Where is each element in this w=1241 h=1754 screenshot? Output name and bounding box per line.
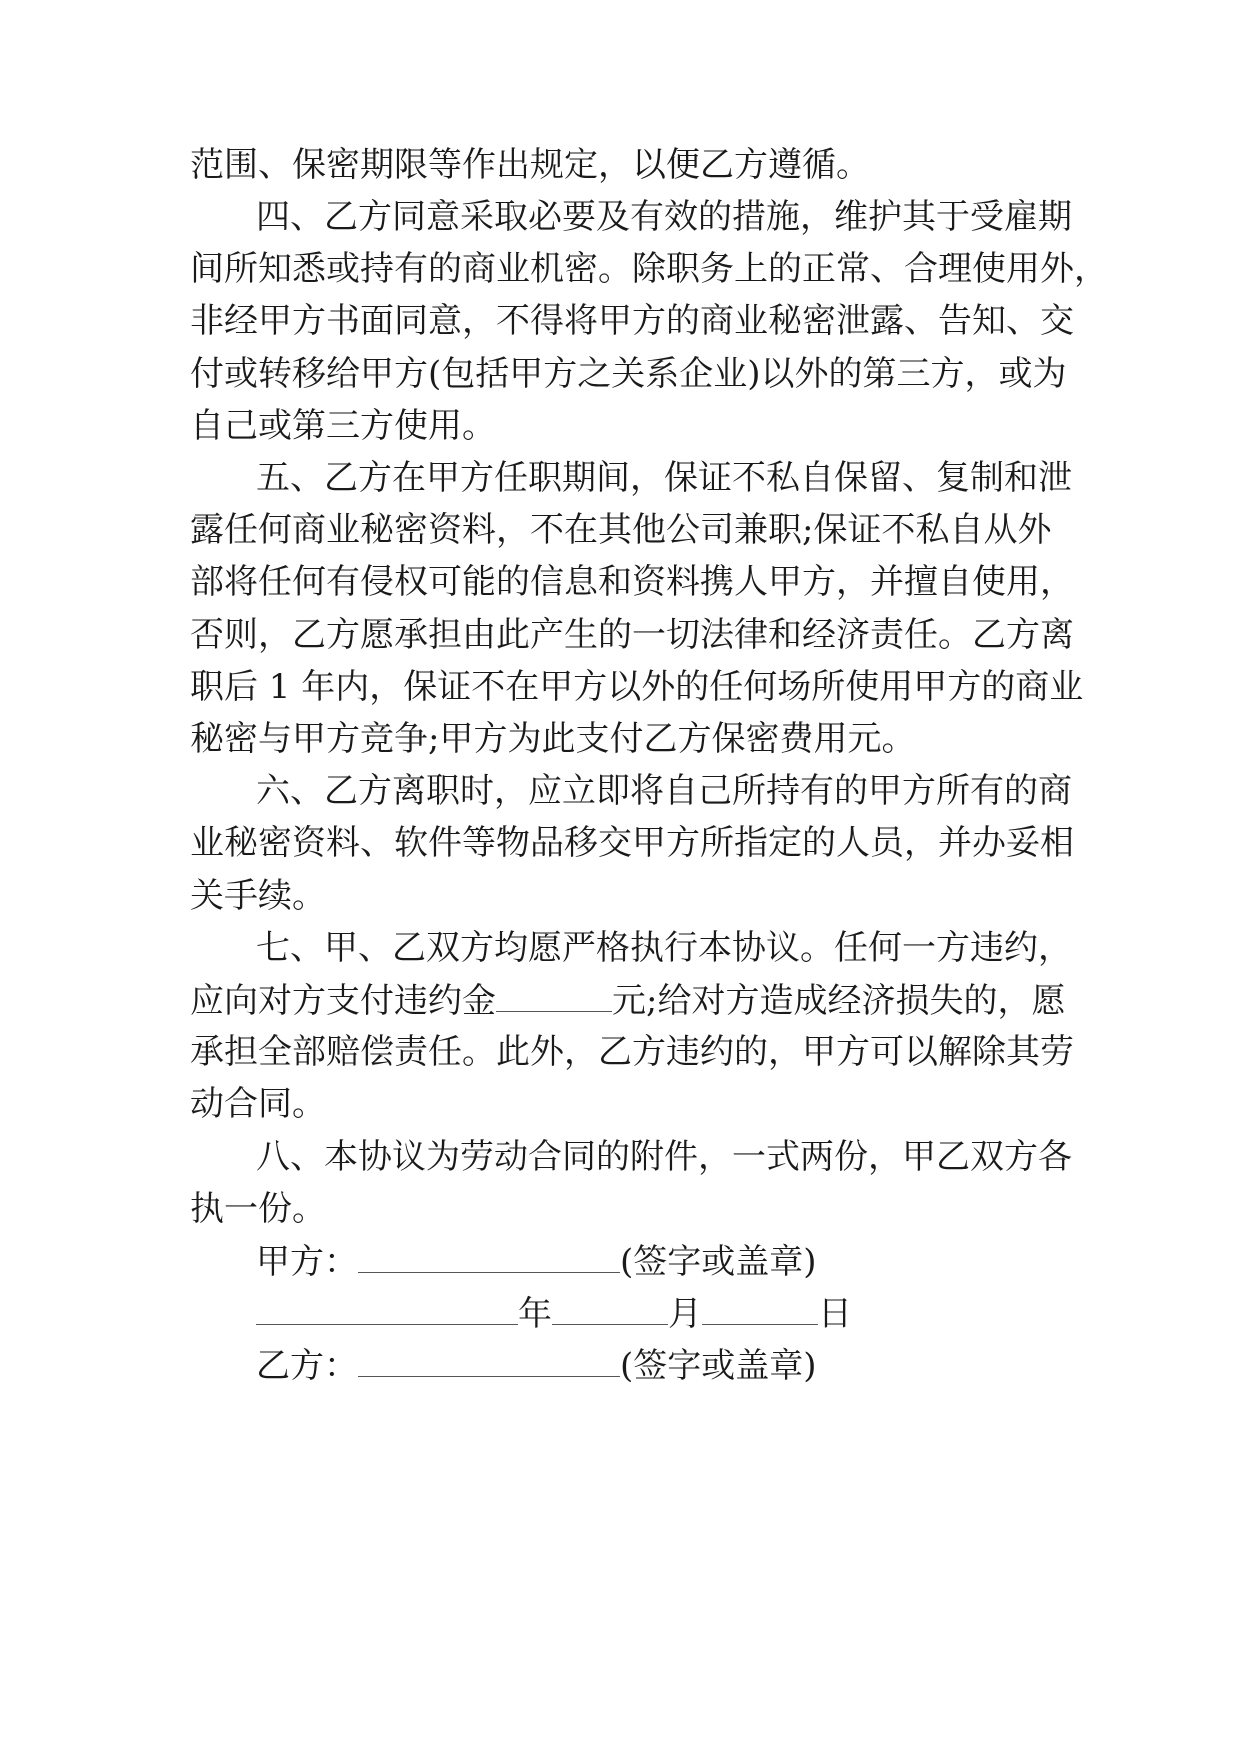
text-line: 自己或第三方使用。 [190, 406, 496, 446]
party-a-signature-blank [358, 1232, 620, 1273]
text-line: 间所知悉或持有的商业机密。除职务上的正常、合理使用外， [190, 249, 1108, 289]
day-label: 日 [818, 1294, 852, 1334]
party-a-signature-line [0, 1232, 1241, 1290]
text-line: 秘密与甲方竞争;甲方为此支付乙方保密费用元。 [190, 719, 916, 759]
text-line: 露任何商业秘密资料，不在其他公司兼职;保证不私自从外 [190, 510, 1052, 550]
date-line [0, 1284, 1241, 1342]
text-line: 业秘密资料、软件等物品移交甲方所指定的人员，并办妥相 [190, 823, 1074, 863]
paragraph-8-start: 八、本协议为劳动合同的附件，一式两份，甲乙双方各 [256, 1137, 1072, 1177]
penalty-text-before: 应向对方支付违约金 [190, 981, 496, 1021]
penalty-text-after: 元;给对方造成经济损失的，愿 [612, 981, 1066, 1021]
text-line-with-blank [0, 971, 1241, 1029]
party-b-signature-line [0, 1336, 1241, 1394]
party-a-label: 甲方： [256, 1242, 358, 1282]
paragraph-4-start: 四、乙方同意采取必要及有效的措施，维护其于受雇期 [256, 197, 1072, 237]
text-line: 动合同。 [190, 1084, 326, 1124]
text-line: 范围、保密期限等作出规定，以便乙方遵循。 [190, 145, 870, 185]
penalty-amount-blank [496, 971, 612, 1012]
text-line: 付或转移给甲方(包括甲方之关系企业)以外的第三方，或为 [190, 354, 1067, 394]
party-b-label: 乙方： [256, 1346, 358, 1386]
party-b-sign-note: (签字或盖章) [620, 1346, 817, 1386]
day-blank [702, 1284, 818, 1325]
text-line: 执一份。 [190, 1189, 326, 1229]
text-line: 关手续。 [190, 876, 326, 916]
month-label: 月 [668, 1294, 702, 1334]
text-line: 非经甲方书面同意，不得将甲方的商业秘密泄露、告知、交 [190, 301, 1074, 341]
text-line: 否则，乙方愿承担由此产生的一切法律和经济责任。乙方离 [190, 615, 1074, 655]
year-label: 年 [518, 1294, 552, 1334]
party-b-signature-blank [358, 1336, 620, 1377]
year-blank [256, 1284, 518, 1325]
text-line: 部将任何有侵权可能的信息和资料携人甲方，并擅自使用， [190, 562, 1074, 602]
party-a-sign-note: (签字或盖章) [620, 1242, 817, 1282]
text-line: 职后 1 年内，保证不在甲方以外的任何场所使用甲方的商业 [190, 667, 1084, 707]
paragraph-6-start: 六、乙方离职时，应立即将自己所持有的甲方所有的商 [256, 771, 1072, 811]
paragraph-7-start: 七、甲、乙双方均愿严格执行本协议。任何一方违约， [256, 928, 1072, 968]
text-line: 承担全部赔偿责任。此外，乙方违约的，甲方可以解除其劳 [190, 1032, 1074, 1072]
paragraph-5-start: 五、乙方在甲方任职期间，保证不私自保留、复制和泄 [256, 458, 1072, 498]
month-blank [552, 1284, 668, 1325]
